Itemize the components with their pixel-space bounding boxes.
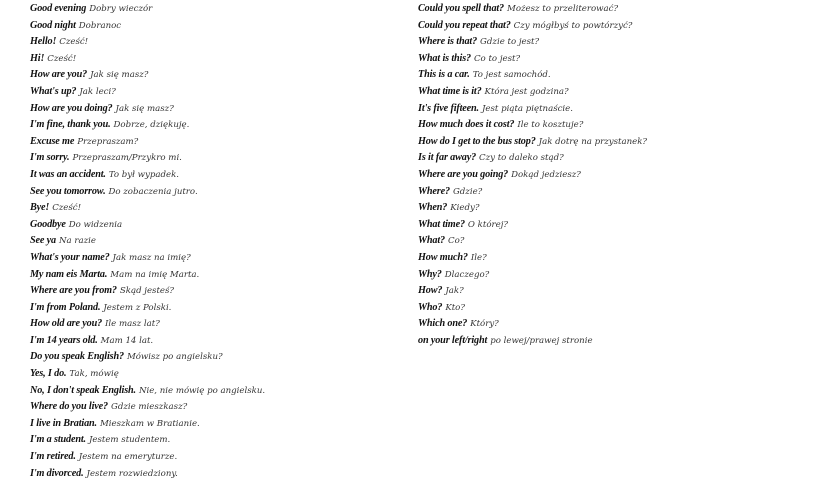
polish-translation: Jestem na emeryturze. — [78, 452, 178, 463]
polish-translation: Jak masz na imię? — [112, 252, 191, 263]
polish-translation: To był wypadek. — [108, 169, 180, 180]
phrase-row — [418, 200, 828, 217]
english-phrase: Where? — [418, 185, 450, 197]
phrase-row — [418, 300, 828, 317]
english-phrase: It was an accident. — [30, 168, 106, 180]
english-phrase: Goodbye — [30, 218, 66, 230]
english-phrase: Hi! — [30, 52, 45, 64]
polish-translation: Mieszkam w Bratianie. — [99, 418, 200, 429]
english-phrase: I'm from Poland. — [30, 301, 101, 313]
phrase-row — [30, 184, 400, 201]
english-phrase: Where are you going? — [418, 168, 509, 180]
polish-translation: Przepraszam/Przykro mi. — [72, 153, 182, 164]
english-phrase: How old are you? — [30, 318, 103, 330]
polish-translation: Kto? — [445, 302, 465, 313]
english-phrase: Excuse me — [30, 135, 75, 147]
english-phrase: How do I get to the bus stop? — [418, 135, 536, 147]
english-phrase: Do you speak English? — [30, 351, 124, 363]
phrase-row — [418, 101, 828, 118]
polish-translation: Cześć! — [52, 203, 82, 214]
polish-translation: Jak dotrę na przystanek? — [538, 136, 648, 147]
phrase-row — [30, 300, 400, 317]
english-phrase: Why? — [418, 268, 442, 280]
english-phrase: Where is that? — [418, 36, 478, 48]
english-phrase: I'm divorced. — [30, 467, 84, 479]
polish-translation: po lewej/prawej stronie — [490, 335, 593, 346]
phrase-row — [418, 333, 828, 350]
english-phrase: I'm 14 years old. — [30, 334, 98, 346]
english-phrase: It's five fifteen. — [418, 102, 479, 114]
phrase-row — [30, 150, 400, 167]
english-phrase: Could you spell that? — [418, 3, 505, 14]
english-phrase: When? — [418, 202, 448, 214]
polish-translation: Gdzie? — [452, 186, 483, 197]
english-phrase: Good evening — [30, 3, 87, 14]
polish-translation: Jestem studentem. — [88, 435, 171, 446]
polish-translation: Gdzie to jest? — [480, 37, 540, 48]
phrase-row — [30, 34, 400, 51]
phrase-row — [30, 200, 400, 217]
english-phrase: I'm a student. — [30, 434, 86, 446]
polish-translation: Czy mógłbyś to powtórzyć? — [513, 20, 633, 31]
phrase-row — [418, 51, 828, 68]
phrase-row — [418, 283, 828, 300]
phrase-row — [30, 117, 400, 134]
polish-translation: Który? — [470, 319, 499, 330]
phrase-row — [418, 267, 828, 284]
phrase-row — [418, 134, 828, 151]
phrase-row — [418, 217, 828, 234]
phrase-row — [30, 383, 400, 400]
polish-translation: Nie, nie mówię po angielsku. — [138, 385, 266, 396]
phrase-row — [418, 184, 828, 201]
english-phrase: See ya — [30, 235, 56, 247]
phrase-row — [30, 449, 400, 466]
phrase-row — [30, 267, 400, 284]
english-phrase: How much does it cost? — [418, 119, 515, 131]
english-phrase: I'm fine, thank you. — [30, 119, 111, 131]
english-phrase: Who? — [418, 301, 443, 313]
english-phrase: Bye! — [30, 202, 50, 214]
polish-translation: Dokąd jedziesz? — [511, 169, 581, 180]
polish-translation: Na razie — [58, 236, 96, 247]
polish-translation: Mówisz po angielsku? — [126, 352, 223, 363]
phrase-row — [30, 333, 400, 350]
phrase-row — [30, 67, 400, 84]
polish-translation: Cześć! — [59, 37, 89, 48]
polish-translation: Możesz to przeliterować? — [507, 4, 619, 14]
english-phrase: Where are you from? — [30, 285, 117, 297]
polish-translation: Jestem z Polski. — [103, 302, 172, 313]
phrase-row — [30, 233, 400, 250]
polish-translation: O której? — [467, 219, 508, 230]
english-phrase: Good night — [30, 19, 76, 31]
polish-translation: To jest samochód. — [472, 70, 551, 81]
phrase-row — [30, 134, 400, 151]
phrase-row — [30, 18, 400, 35]
phrase-row — [30, 101, 400, 118]
phrase-row — [30, 316, 400, 333]
polish-translation: Jak? — [445, 286, 464, 297]
polish-translation: Jest piąta piętnaście. — [481, 103, 573, 114]
polish-translation: Dobry wieczór — [89, 4, 153, 14]
phrase-row — [30, 250, 400, 267]
english-phrase: Which one? — [418, 318, 468, 330]
english-phrase: Is it far away? — [418, 152, 477, 164]
polish-translation: Czy to daleko stąd? — [479, 153, 564, 164]
english-phrase: What? — [418, 235, 445, 247]
phrase-row — [418, 167, 828, 184]
phrase-row — [418, 233, 828, 250]
polish-translation: Ile? — [470, 252, 487, 263]
english-phrase: Hello! — [30, 36, 57, 48]
polish-translation: Gdzie mieszkasz? — [110, 402, 188, 413]
phrase-list-right — [418, 1, 828, 349]
english-phrase: No, I don't speak English. — [30, 384, 136, 396]
phrase-row — [30, 349, 400, 366]
english-phrase: I'm retired. — [30, 451, 76, 463]
polish-translation: Jak leci? — [79, 86, 116, 97]
english-phrase: What's up? — [30, 85, 77, 97]
polish-translation: Cześć! — [47, 53, 77, 64]
polish-translation: Jestem rozwiedziony. — [86, 468, 178, 479]
polish-translation: Skąd jesteś? — [119, 286, 175, 297]
polish-translation: Co to jest? — [473, 53, 521, 64]
english-phrase: My nam eis Marta. — [30, 268, 108, 280]
phrase-row — [418, 150, 828, 167]
english-phrase: What time? — [418, 218, 465, 230]
polish-translation: Mam 14 lat. — [100, 335, 154, 346]
polish-translation: Tak, mówię — [69, 369, 119, 380]
phrase-row — [30, 283, 400, 300]
english-phrase: I'm sorry. — [30, 152, 70, 164]
phrase-row — [418, 18, 828, 35]
polish-translation: Do zobaczenia jutro. — [108, 186, 198, 197]
polish-translation: Przepraszam? — [77, 136, 139, 147]
phrase-row — [30, 51, 400, 68]
phrase-row — [418, 34, 828, 51]
phrase-row — [30, 167, 400, 184]
english-phrase: See you tomorrow. — [30, 185, 106, 197]
english-phrase: How much? — [418, 251, 468, 263]
phrase-row — [30, 416, 400, 433]
polish-translation: Mam na imię Marta. — [110, 269, 200, 280]
phrase-row — [30, 399, 400, 416]
phrase-row — [30, 217, 400, 234]
polish-translation: Która jest godzina? — [484, 86, 569, 97]
polish-translation: Ile masz lat? — [105, 319, 160, 330]
phrase-row — [30, 84, 400, 101]
english-phrase: Where do you live? — [30, 401, 108, 413]
english-phrase: This is a car. — [418, 69, 470, 81]
polish-translation: Do widzenia — [68, 219, 123, 230]
phrase-row — [418, 1, 828, 18]
polish-translation: Kiedy? — [450, 203, 480, 214]
english-phrase: What is this? — [418, 52, 471, 64]
polish-translation: Jak się masz? — [90, 70, 149, 81]
polish-translation: Dobrze, dziękuję. — [113, 120, 190, 131]
phrase-row — [30, 366, 400, 383]
phrase-row — [418, 250, 828, 267]
phrase-row — [418, 117, 828, 134]
phrase-row — [30, 432, 400, 449]
english-phrase: I live in Bratian. — [30, 417, 97, 429]
english-phrase: on your left/right — [418, 334, 488, 346]
english-phrase: Could you repeat that? — [418, 19, 511, 31]
phrase-row — [418, 67, 828, 84]
phrase-row — [30, 1, 400, 18]
phrase-row — [418, 316, 828, 333]
english-phrase: What time is it? — [418, 85, 482, 97]
phrase-list-left — [30, 1, 400, 482]
polish-translation: Ile to kosztuje? — [517, 120, 584, 131]
polish-translation: Jak się masz? — [115, 103, 174, 114]
english-phrase: Yes, I do. — [30, 368, 67, 380]
english-phrase: What's your name? — [30, 251, 110, 263]
polish-translation: Co? — [448, 236, 465, 247]
phrase-row — [418, 84, 828, 101]
polish-translation: Dobranoc — [78, 20, 122, 31]
english-phrase: How? — [418, 285, 443, 297]
english-phrase: How are you doing? — [30, 102, 113, 114]
english-phrase: How are you? — [30, 69, 88, 81]
polish-translation: Dlaczego? — [444, 269, 490, 280]
